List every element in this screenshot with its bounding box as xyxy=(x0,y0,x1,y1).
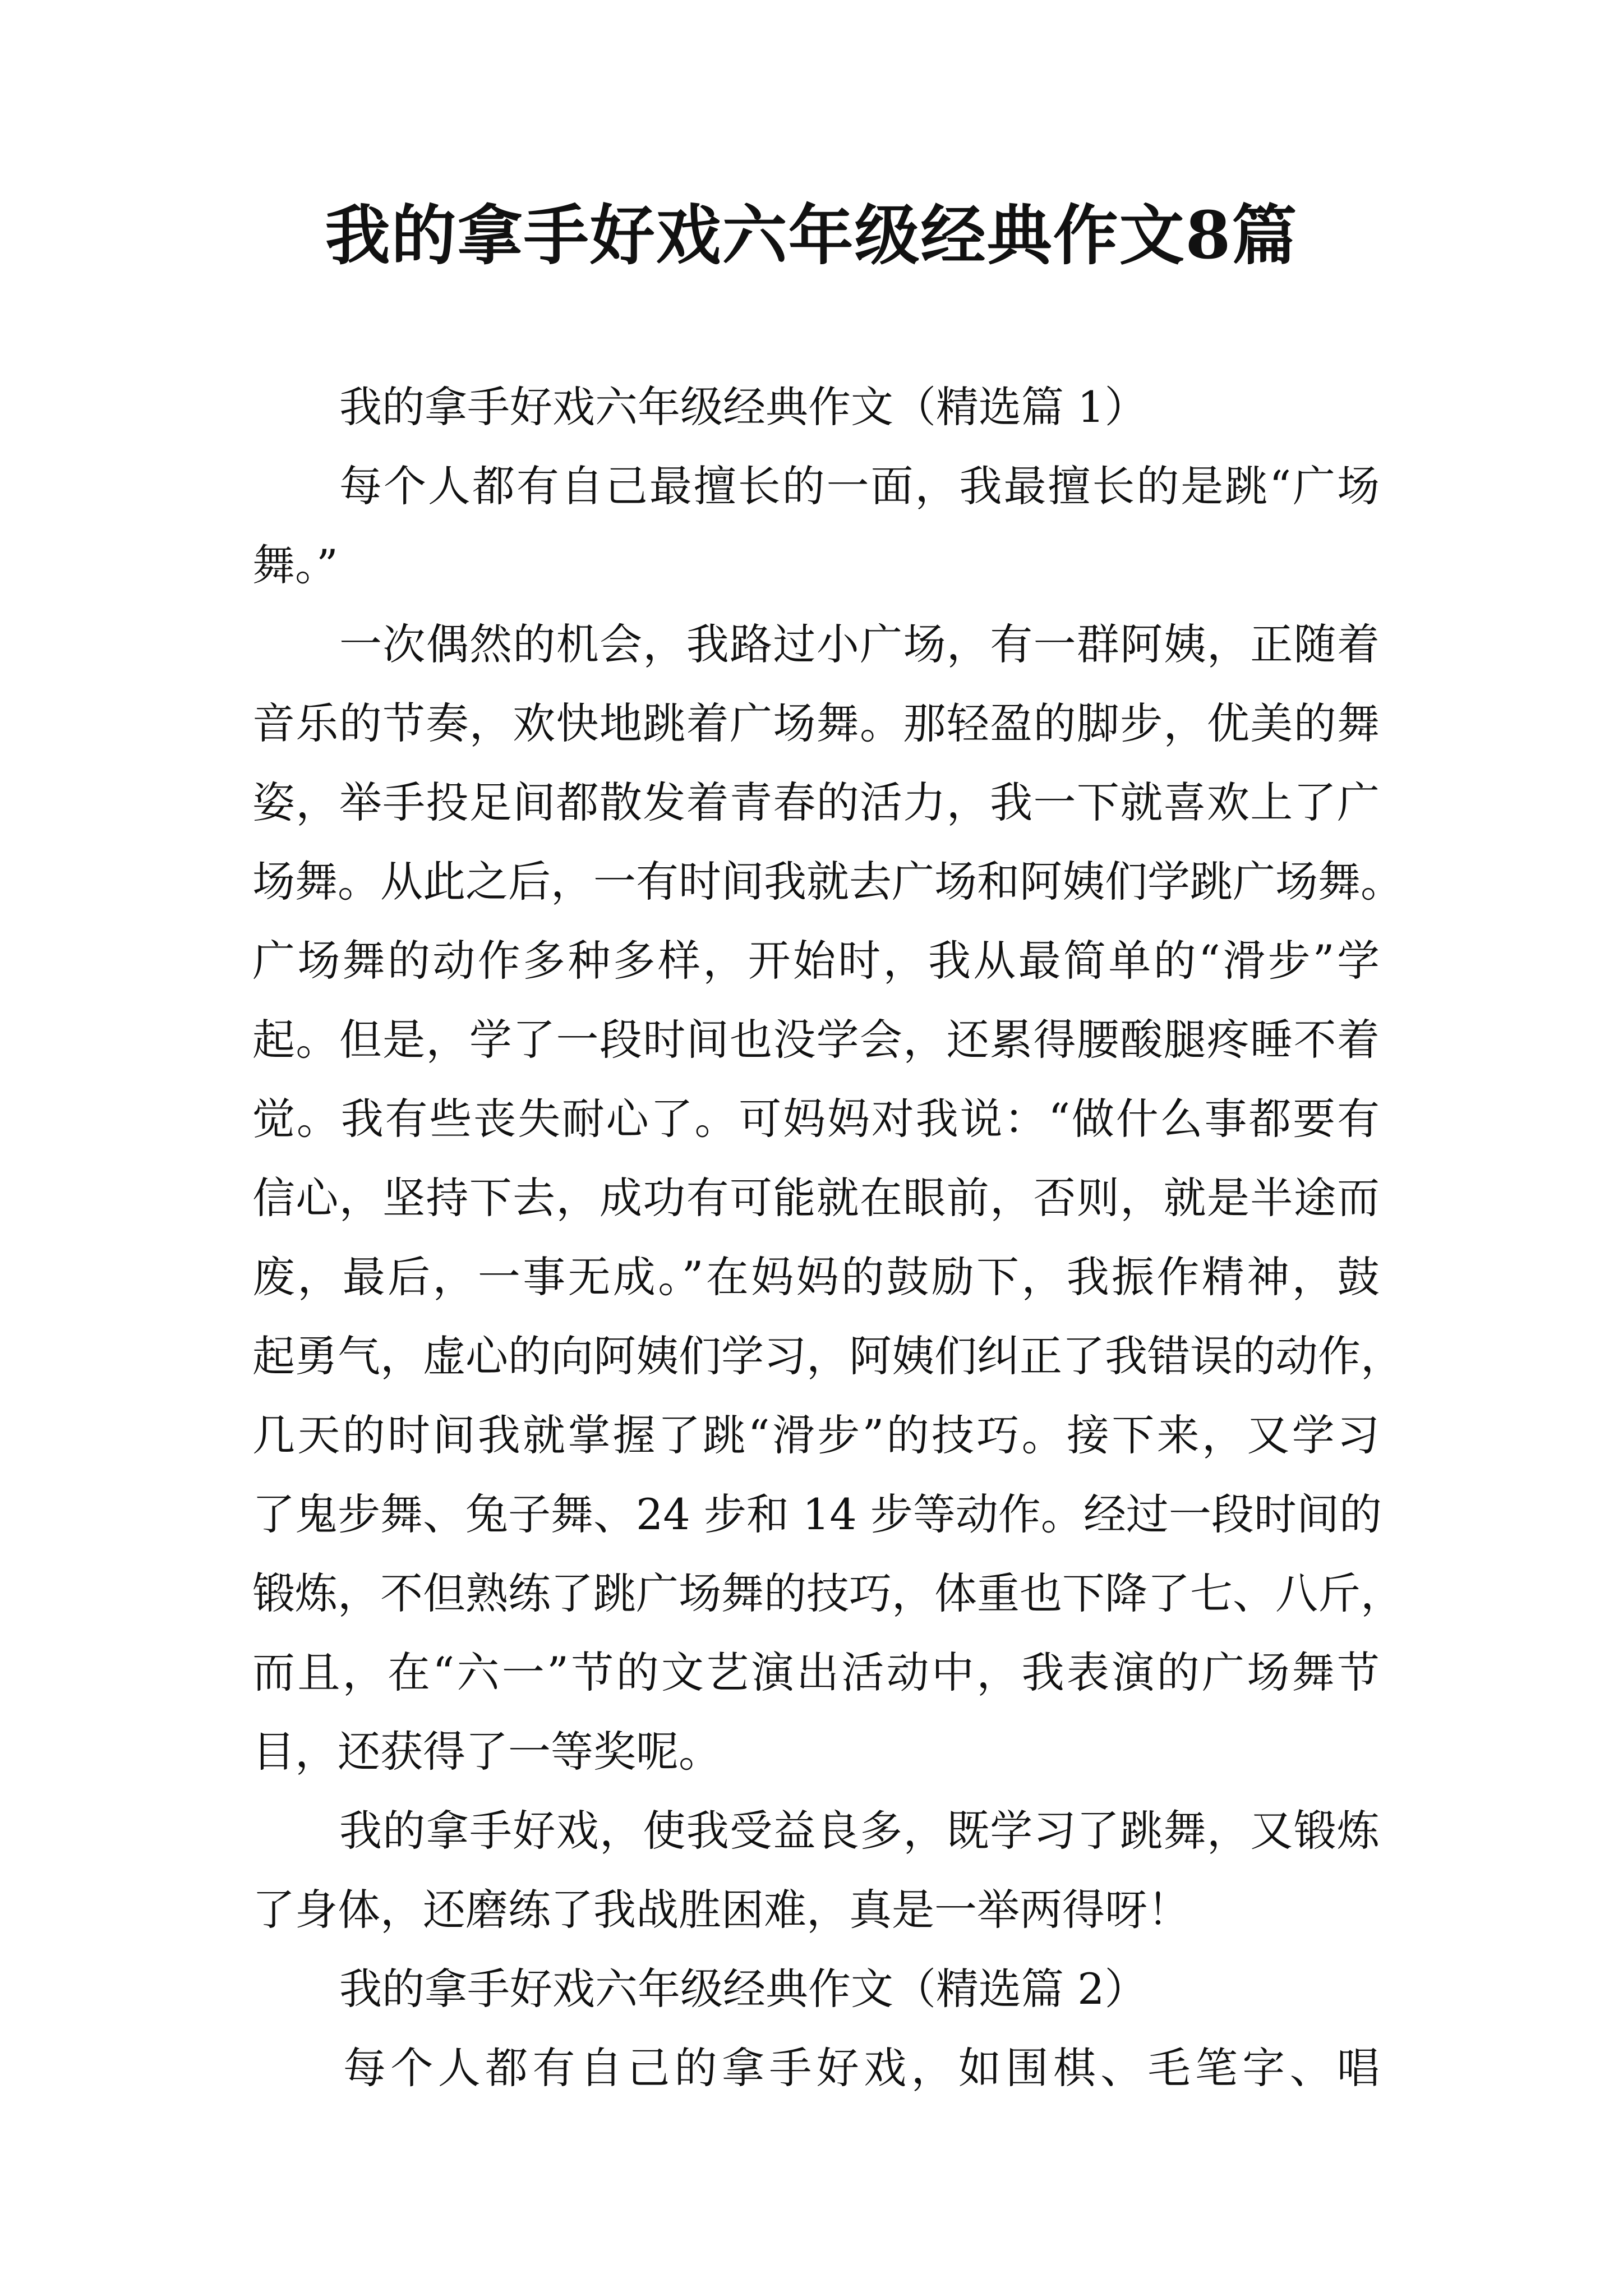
text-line: 了身体，还磨练了我战胜困难，真是一举两得呀！ xyxy=(252,1885,1190,1935)
text-line: 每个人都有自己最擅长的一面，我最擅长的是跳“广场 xyxy=(339,461,1380,511)
document-body xyxy=(252,367,1403,2108)
text-line: 废，最后，一事无成。”在妈妈的鼓励下，我振作精神，鼓 xyxy=(252,1252,1380,1302)
section-heading-2: 我的拿手好戏六年级经典作文（精选篇 2） xyxy=(339,1964,1147,2014)
text-line: 音乐的节奏，欢快地跳着广场舞。那轻盈的脚步，优美的舞 xyxy=(252,698,1380,748)
text-line: 信心，坚持下去，成功有可能就在眼前，否则，就是半途而 xyxy=(252,1173,1380,1223)
text-line: 了鬼步舞、兔子舞、24 步和 14 步等动作。经过一段时间的 xyxy=(252,1489,1382,1539)
text-line: 广场舞的动作多种多样，开始时，我从最简单的“滑步”学 xyxy=(252,936,1380,986)
text-line: 一次偶然的机会，我路过小广场，有一群阿姨，正随着 xyxy=(339,619,1380,669)
text-line: 场舞。从此之后，一有时间我就去广场和阿姨们学跳广场舞。 xyxy=(252,857,1403,907)
text-line: 锻炼，不但熟练了跳广场舞的技巧，体重也下降了七、八斤， xyxy=(252,1568,1403,1618)
text-line: 目，还获得了一等奖呢。 xyxy=(252,1727,721,1777)
text-line: 起勇气，虚心的向阿姨们学习，阿姨们纠正了我错误的动作， xyxy=(252,1331,1403,1381)
document-title: 我的拿手好戏六年级经典作文8篇 xyxy=(325,197,1298,274)
text-line: 几天的时间我就掌握了跳“滑步”的技巧。接下来，又学习 xyxy=(252,1410,1380,1460)
text-line: 起。但是，学了一段时间也没学会，还累得腰酸腿疼睡不着 xyxy=(252,1015,1380,1065)
text-line: 我的拿手好戏，使我受益良多，既学习了跳舞，又锻炼 xyxy=(339,1806,1380,1856)
text-line: 姿，举手投足间都散发着青春的活力，我一下就喜欢上了广 xyxy=(252,777,1380,827)
text-line: 而且，在“六一”节的文艺演出活动中，我表演的广场舞节 xyxy=(252,1648,1380,1697)
text-line: 舞。” xyxy=(252,540,338,590)
text-line: 每个人都有自己的拿手好戏，如围棋、毛笔字、唱 xyxy=(343,2043,1380,2093)
section-heading-1: 我的拿手好戏六年级经典作文（精选篇 1） xyxy=(339,382,1147,432)
text-line: 觉。我有些丧失耐心了。可妈妈对我说：“做什么事都要有 xyxy=(252,1094,1380,1144)
